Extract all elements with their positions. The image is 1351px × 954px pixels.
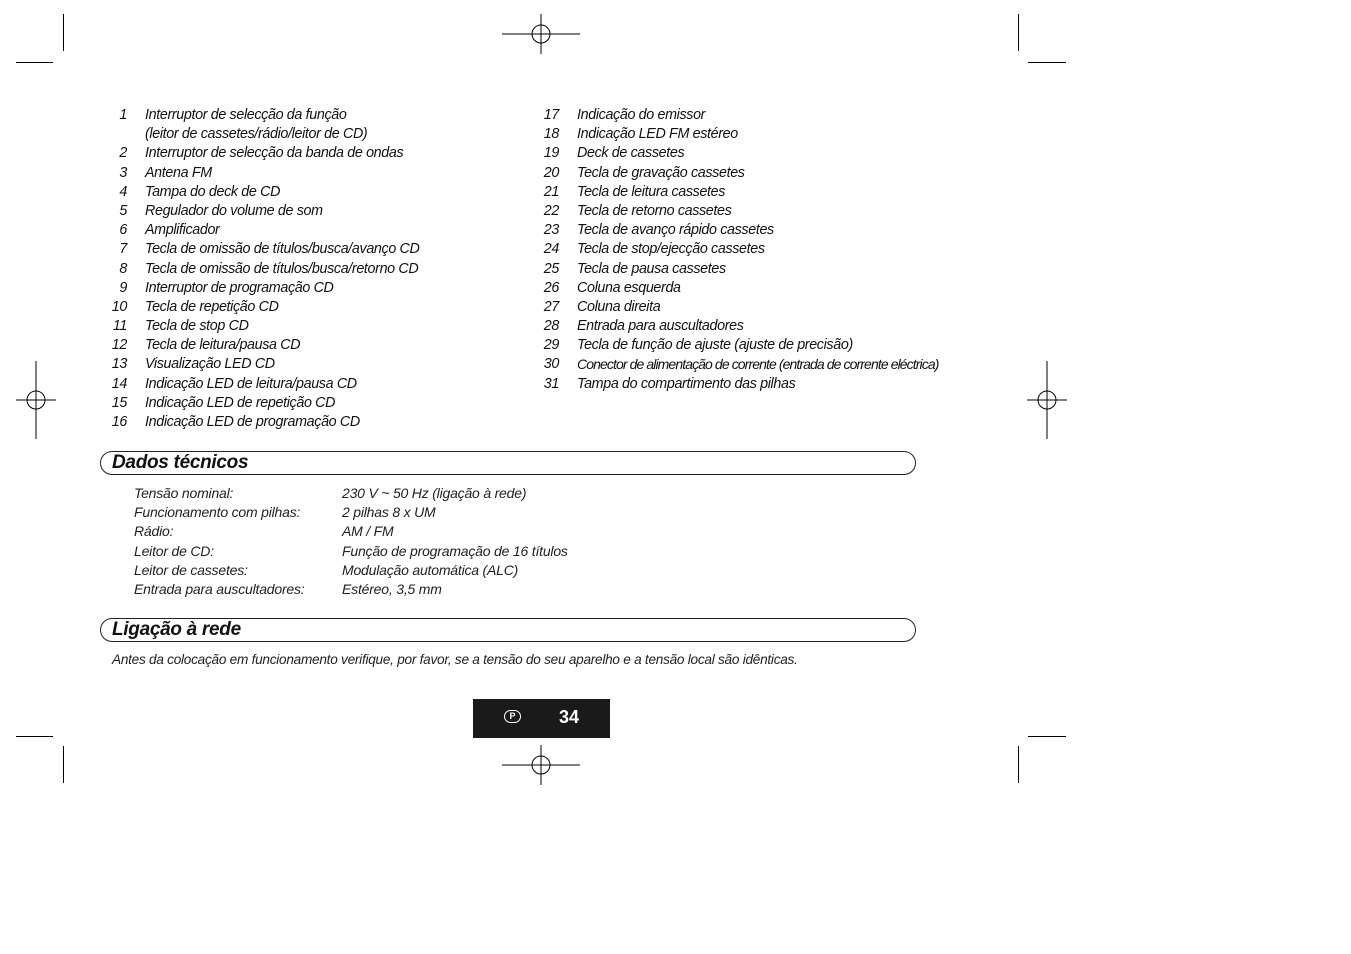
item-number: 25 (543, 260, 559, 277)
item-label: Coluna direita (577, 298, 661, 315)
item-number: 14 (111, 375, 127, 392)
item-number: 11 (112, 318, 127, 335)
item-label: Amplificador (145, 222, 220, 239)
spec-label: Tensão nominal: (134, 485, 234, 501)
spec-label: Leitor de cassetes: (134, 561, 248, 578)
spec-value: 2 pilhas 8 x UM (342, 504, 436, 521)
language-code-icon: P (504, 710, 521, 723)
item-label: Coluna esquerda (577, 279, 681, 296)
spec-value: Função de programação de 16 títulos (342, 542, 568, 559)
spec-value: AM / FM (342, 523, 394, 540)
crop-mark (1018, 14, 1019, 51)
item-number: 6 (119, 222, 127, 239)
item-label: (leitor de cassetes/rádio/leitor de CD) (145, 126, 368, 143)
item-number: 28 (543, 318, 559, 335)
item-number: 27 (543, 298, 559, 315)
section-title: Dados técnicos (112, 452, 249, 473)
item-number: 8 (119, 260, 127, 277)
item-number: 15 (111, 394, 127, 411)
item-number: 19 (543, 145, 559, 162)
item-label: Tecla de retorno cassetes (577, 202, 732, 219)
item-number: 10 (111, 298, 127, 315)
registration-mark-icon (1027, 361, 1067, 439)
item-label: Entrada para auscultadores (577, 318, 744, 335)
item-number: 23 (543, 222, 559, 239)
item-label: Tampa do compartimento das pilhas (577, 375, 796, 392)
item-number: 9 (119, 279, 127, 296)
item-label: Tampa do deck de CD (145, 183, 281, 200)
item-label: Tecla de stop/ejecção cassetes (577, 241, 765, 258)
item-label: Indicação LED FM estéreo (577, 126, 738, 143)
item-number: 29 (543, 337, 559, 354)
registration-mark-icon (502, 14, 580, 54)
section-header-mains (100, 618, 916, 642)
item-number: 12 (111, 337, 127, 354)
crop-mark (1018, 746, 1019, 783)
item-number: 20 (543, 164, 559, 181)
item-number: 24 (543, 241, 559, 258)
crop-mark (63, 14, 64, 51)
spec-value: Modulação automática (ALC) (342, 561, 519, 578)
page-number: 34 (559, 707, 580, 727)
mains-note: Antes da colocação em funcionamento verifique, por favor, se a tensão do seu aparelho e a tensão local são idênticas. (112, 652, 798, 667)
registration-mark-icon (16, 361, 56, 439)
spec-value: 230 V ~ 50 Hz (ligação à rede) (342, 485, 527, 501)
crop-mark (1028, 62, 1066, 63)
item-number: 26 (543, 279, 559, 296)
spec-label: Entrada para auscultadores: (134, 580, 305, 597)
item-number: 18 (543, 126, 559, 143)
spec-value: Estéreo, 3,5 mm (342, 580, 442, 597)
crop-mark (63, 746, 64, 783)
item-label: Tecla de pausa cassetes (577, 260, 726, 277)
item-label: Tecla de repetição CD (145, 298, 279, 315)
item-number: 31 (543, 375, 559, 392)
item-number: 17 (543, 107, 559, 123)
item-label: Interruptor de selecção da banda de ondas (145, 145, 404, 162)
item-label: Interruptor de selecção da função (145, 107, 347, 123)
item-label: Tecla de leitura/pausa CD (145, 337, 301, 354)
section-header-tech (100, 451, 916, 475)
item-label: Indicação LED de leitura/pausa CD (145, 375, 357, 392)
spec-label: Funcionamento com pilhas: (134, 504, 301, 521)
item-label: Tecla de função de ajuste (ajuste de precisão) (577, 337, 853, 354)
item-label: Indicação LED de repetição CD (145, 394, 336, 411)
item-number: 5 (119, 202, 127, 219)
item-label: Tecla de omissão de títulos/busca/avanço CD (145, 241, 420, 258)
item-label: Visualização LED CD (145, 356, 275, 373)
page-number-badge (473, 699, 610, 738)
spec-label: Leitor de CD: (134, 542, 214, 559)
item-number: 21 (543, 183, 559, 200)
item-label: Conector de alimentação de corrente (entrada de corrente eléctrica) (577, 356, 939, 373)
crop-mark (16, 736, 53, 737)
item-number: 2 (119, 145, 127, 162)
crop-mark (16, 62, 53, 63)
item-number: 4 (119, 183, 127, 200)
item-label: Deck de cassetes (577, 145, 685, 162)
item-label: Regulador do volume de som (145, 202, 323, 219)
item-number: 30 (543, 356, 559, 373)
section-title: Ligação à rede (112, 619, 241, 640)
item-label: Tecla de avanço rápido cassetes (577, 222, 774, 239)
crop-mark (1028, 736, 1066, 737)
registration-mark-icon (502, 745, 580, 785)
spec-label: Rádio: (134, 523, 174, 540)
item-number: 13 (111, 356, 127, 373)
item-label: Indicação do emissor (577, 107, 706, 123)
item-label: Antena FM (145, 164, 212, 181)
item-label: Tecla de leitura cassetes (577, 183, 726, 200)
item-number: 1 (119, 107, 127, 123)
item-label: Interruptor de programação CD (145, 279, 334, 296)
item-number: 7 (119, 241, 127, 258)
item-number: 16 (111, 414, 127, 430)
item-label: Tecla de omissão de títulos/busca/retorno CD (145, 260, 419, 277)
item-number: 22 (543, 202, 559, 219)
item-label: Tecla de stop CD (145, 318, 249, 335)
item-number: 3 (119, 164, 127, 181)
item-label: Indicação LED de programação CD (145, 414, 360, 430)
item-label: Tecla de gravação cassetes (577, 164, 745, 181)
